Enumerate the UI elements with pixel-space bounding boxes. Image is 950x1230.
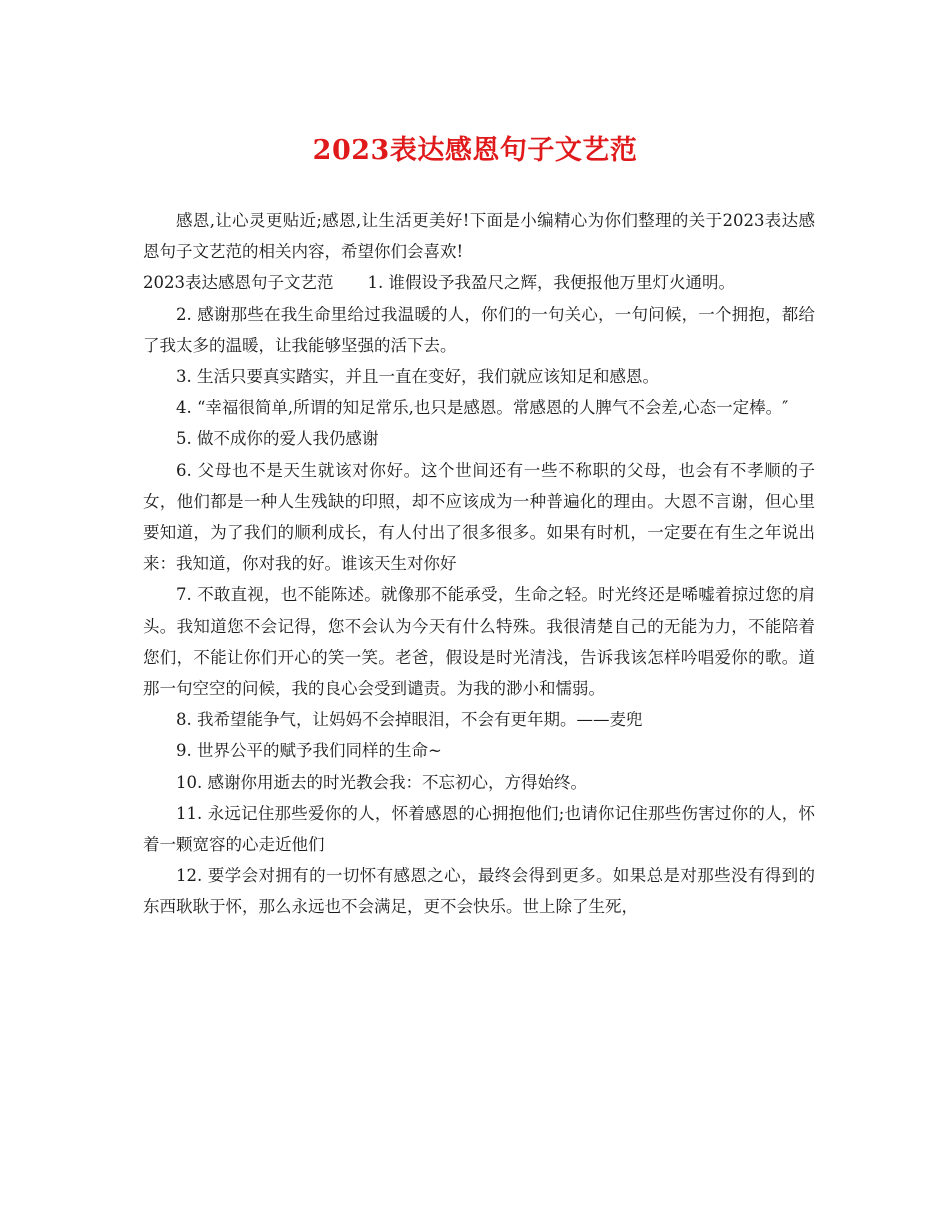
list-item: 12. 要学会对拥有的一切怀有感恩之心，最终会得到更多。如果总是对那些没有得到的东西耿耿于怀，那么永远也不会满足，更不会快乐。世上除了生死， (143, 866, 815, 917)
list-item: 8. 我希望能争气，让妈妈不会掉眼泪，不会有更年期。——麦兜 (176, 710, 643, 730)
list-item: 9. 世界公平的赋予我们同样的生命~ (176, 741, 442, 761)
intro-paragraph: 感恩,让心灵更贴近;感恩,让生活更美好!下面是小编精心为你们整理的关于2023表达感恩句子文艺范的相关内容，希望你们会喜欢! (143, 211, 815, 262)
list-item: 4. “幸福很简单,所谓的知足常乐,也只是感恩。常感恩的人脾气不会差,心态一定棒。″ (176, 398, 789, 418)
list-item: 6. 父母也不是天生就该对你好。这个世间还有一些不称职的父母，也会有不孝顺的子女，他们都是一种人生残缺的印照，却不应该成为一种普遍化的理由。大恩不言谢，但心里要知道，为了我们的顺利成长，有人付出了很多很多。如果有时机，一定要在有生之年说出来：我知道，你对我的好。谁该天生对你好 (143, 460, 815, 574)
list-item: 3. 生活只要真实踏实，并且一直在变好，我们就应该知足和感恩。 (176, 367, 659, 387)
list-item: 1. 谁假设予我盈尺之辉，我便报他万里灯火通明。 (367, 273, 735, 293)
list-item: 10. 感谢你用逝去的时光教会我：不忘初心，方得始终。 (176, 772, 587, 792)
subheading-line (143, 267, 815, 298)
list-item: 2. 感谢那些在我生命里给过我温暖的人，你们的一句关心，一句问候，一个拥抱，都给了我太多的温暖，让我能够坚强的活下去。 (143, 304, 815, 355)
list-item: 11. 永远记住那些爱你的人，怀着感恩的心拥抱他们;也请你记住那些伤害过你的人，怀着一颗宽容的心走近他们 (143, 803, 815, 855)
list-item: 5. 做不成你的爱人我仍感谢 (176, 429, 379, 449)
list-item: 7. 不敢直视，也不能陈述。就像那不能承受，生命之轻。时光终还是唏嘘着掠过您的肩头。我知道您不会记得，您不会认为今天有什么特殊。我很清楚自己的无能为力，不能陪着您们，不能让你们开心的笑一笑。老爸，假设是时光清浅，告诉我该怎样吟唱爱你的歌。道那一句空空的问候，我的良心会受到谴责。为我的渺小和懦弱。 (143, 585, 815, 699)
document-title: 2023表达感恩句子文艺范 (312, 135, 638, 166)
subheading: 2023表达感恩句子文艺范 (143, 273, 334, 293)
document-body (143, 205, 815, 923)
